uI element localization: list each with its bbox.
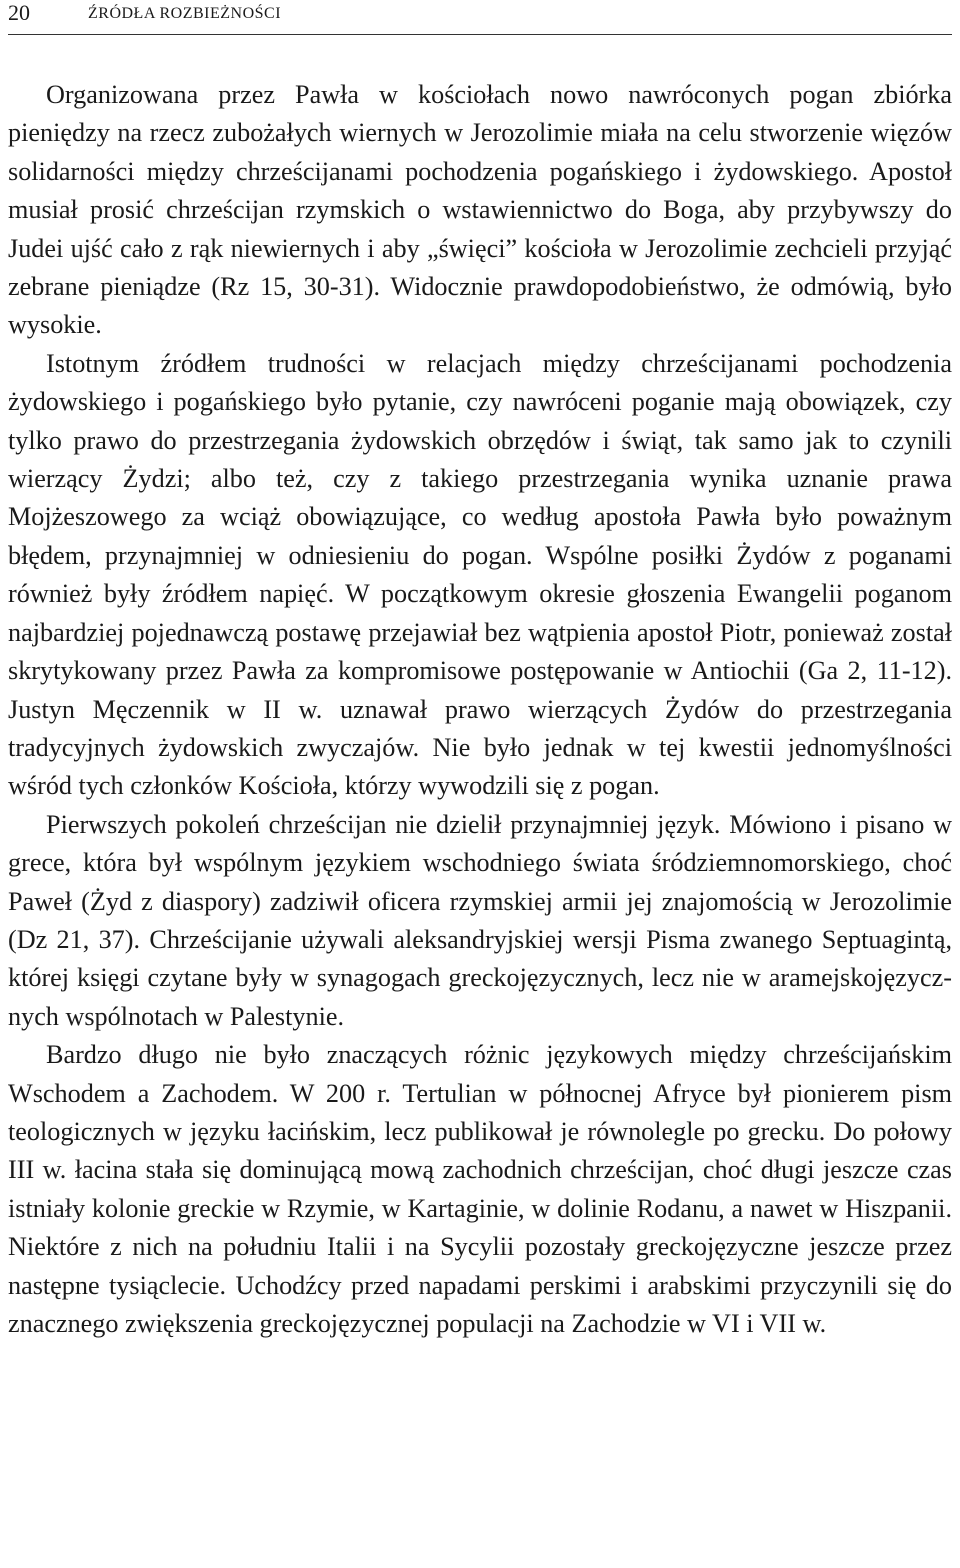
running-header: [8, 0, 952, 35]
paragraph: Istotnym źródłem trudności w relacjach między chrześcijanami pochodzenia żydowskiego i pogańskiego było pytanie, czy nawróceni poganie mają obowiązek, czy tylko prawo do przestrzegania żydowskich obrzędów i świąt, tak samo jak to czynili wierzący Żydzi; albo też, czy z takiego przestrzegania wynika uznanie prawa Mojżeszowego za wciąż obowiązujące, co według apostoła Pawła było poważnym błędem, przynajmniej w odniesieniu do pogan. Wspólne posiłki Żydów z poganami również były źródłem napięć. W początkowym okresie głoszenia Ewangelii poganom najbardziej pojednawczą postawę przejawiał bez wątpienia apostoł Piotr, ponieważ został skrytykowany przez Pawła za kompromisowe postępowanie w Antiochii (Ga 2, 11-12). Justyn Męczennik w II w. uznawał prawo wierzących Żydów do przestrzegania tradycyjnych żydowskich zwyczajów. Nie było jednak w tej kwestii jednomyślności wśród tych członków Kościoła, którzy wywodzili się z pogan.: [8, 348, 952, 801]
body-text: [8, 76, 952, 1343]
paragraph: Bardzo długo nie było znaczących różnic językowych między chrześcijańskim Wschodem a Zachodem. W 200 r. Tertulian w północnej Afryce był pionierem pism teologicznych w języku łacińskim, lecz publikował je równolegle po grecku. Do połowy III w. łacina stała się dominującą mową zachodnich chrześcijan, choć długi jeszcze czas istniały kolonie greckie w Rzymie, w Kartaginie, w dolinie Rodanu, a nawet w Hiszpanii. Niektóre z nich na południu Italii i na Sycylii pozostały greckojęzyczne jeszcze przez następne tysiąclecie. Uchodźcy przed napadami perskimi i arabskimi przyczynili się do znacznego zwiększenia greckojęzycznej populacji na Zachodzie w VI i VII w.: [8, 1040, 952, 1338]
paragraph: Pierwszych pokoleń chrześcijan nie dzielił przynajmniej język. Mówiono i pisano w grece, która był wspólnym językiem wschodniego świata śródziemnomorskiego, choć Paweł (Żyd z diaspory) zadziwił oficera rzymskiej armii jej znajomością w Jerozolimie (Dz 21, 37). Chrześcijanie używali aleksandryjskiej wersji Pisma zwanego Septuagintą, której księgi czytane były w synagogach greckojęzycznych, lecz nie w aramejskojęzycznych wspólnotach w Palestynie.: [8, 809, 952, 1031]
paragraph: Organizowana przez Pawła w kościołach nowo nawróconych pogan zbiórka pieniędzy na rzecz zubożałych wiernych w Jerozolimie miała na celu stworzenie więzów solidarności między chrześcijanami pochodzenia pogańskiego i żydowskiego. Apostoł musiał prosić chrześcijan rzymskich o wstawiennictwo do Boga, aby przybywszy do Judei ujść cało z rąk niewiernych i aby „święci” kościoła w Jerozolimie zechcieli przyjąć zebrane pieniądze (Rz 15, 30-31). Widocznie prawdopodobieństwo, że odmówią, było wysokie.: [8, 80, 952, 340]
page-number: 20: [8, 0, 30, 25]
running-title: ŹRÓDŁA ROZBIEŻNOŚCI: [88, 5, 282, 22]
